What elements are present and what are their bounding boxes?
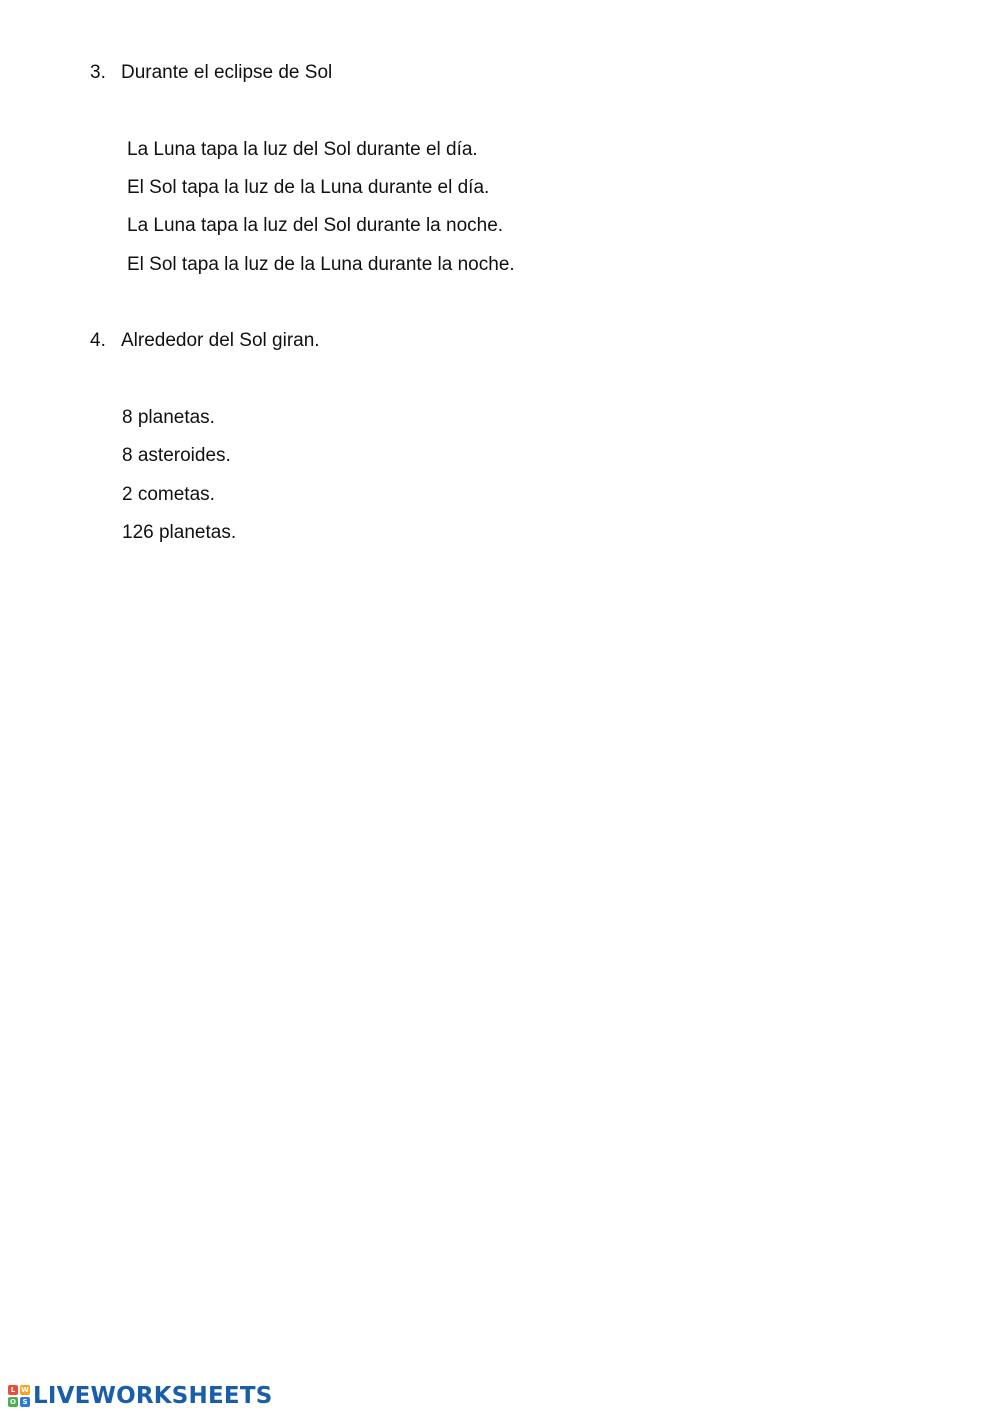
question-4-option-1[interactable]: 8 planetas. [122,407,215,428]
footer-logo [8,1381,272,1411]
question-4-number: 4. [90,330,106,351]
question-4-option-3[interactable]: 2 cometas. [122,484,215,505]
logo-tile: W [21,1386,29,1394]
question-3-option-2[interactable]: El Sol tapa la luz de la Luna durante el día. [127,177,490,198]
question-3-option-4[interactable]: El Sol tapa la luz de la Luna durante la noche. [127,254,515,275]
question-3-number: 3. [90,62,106,83]
brand-name: LIVEWORKSHEETS [33,1383,273,1409]
question-4-option-4[interactable]: 126 planetas. [122,522,237,543]
liveworksheets-logo-icon [8,1385,30,1407]
logo-tile: O [8,1397,18,1407]
question-3-text: Durante el eclipse de Sol [121,62,333,83]
question-3-option-1[interactable]: La Luna tapa la luz del Sol durante el día. [127,139,478,160]
question-4-option-2[interactable]: 8 asteroides. [122,445,231,466]
question-4-title [90,329,320,353]
question-3-option-3[interactable]: La Luna tapa la luz del Sol durante la noche. [127,215,504,236]
logo-tile: L [8,1385,18,1395]
question-3-title [90,61,332,85]
logo-tile: S [20,1397,30,1407]
question-4-text: Alrededor del Sol giran. [121,330,320,351]
